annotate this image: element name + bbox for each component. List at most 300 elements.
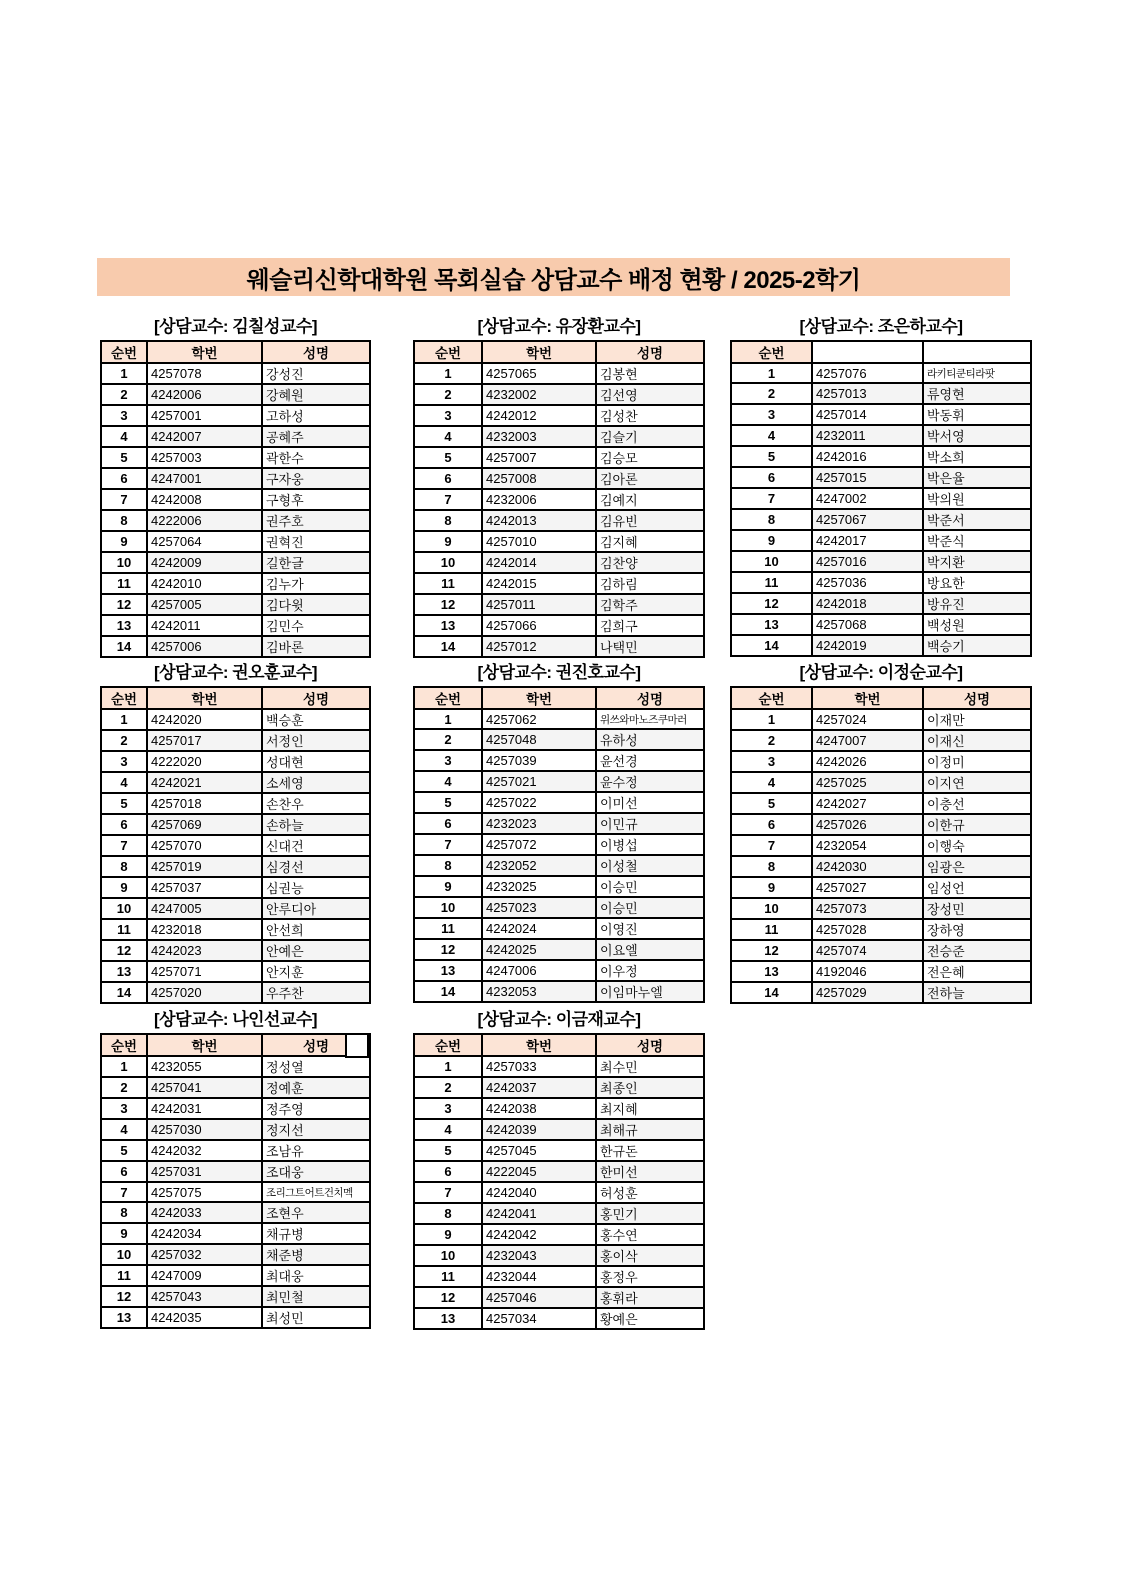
table-row (731, 898, 1031, 919)
table-row (414, 1182, 704, 1203)
student-name: 채규병 (262, 1223, 370, 1244)
student-id: 4242008 (147, 489, 262, 510)
table-row (101, 898, 370, 919)
student-name: 김학주 (596, 594, 704, 615)
student-name: 이재만 (923, 709, 1031, 730)
table-row (414, 1119, 704, 1140)
table-row (414, 552, 704, 573)
roster-table (100, 1033, 371, 1329)
row-number: 1 (414, 363, 482, 384)
row-number: 14 (731, 982, 812, 1003)
student-name: 김선영 (596, 384, 704, 405)
student-name: 김봉현 (596, 363, 704, 384)
column-header: 학번 (147, 687, 262, 709)
student-name: 최민철 (262, 1286, 370, 1307)
table-row (731, 446, 1031, 467)
table-row (414, 1308, 704, 1329)
table-row (414, 1098, 704, 1119)
table-row (101, 919, 370, 940)
student-id: 4257003 (147, 447, 262, 468)
student-id: 4257026 (812, 814, 923, 835)
student-id: 4242033 (147, 1202, 262, 1223)
student-id: 4257066 (482, 615, 596, 636)
student-id: 4257025 (812, 772, 923, 793)
table-row (414, 1266, 704, 1287)
row-number: 13 (101, 961, 147, 982)
student-id: 4257029 (812, 982, 923, 1003)
row-number: 1 (414, 1056, 482, 1077)
student-id: 4232055 (147, 1056, 262, 1077)
table-row (101, 730, 370, 751)
row-number: 7 (414, 489, 482, 510)
group-title: [상담교수: 조은하교수] (799, 317, 963, 336)
student-id: 4242027 (812, 793, 923, 814)
row-number: 11 (414, 1266, 482, 1287)
table-row (101, 573, 370, 594)
student-name: 공혜주 (262, 426, 370, 447)
student-id: 4242031 (147, 1098, 262, 1119)
student-id: 4257030 (147, 1119, 262, 1140)
table-row (414, 939, 704, 960)
row-number: 2 (414, 1077, 482, 1098)
row-number: 3 (731, 751, 812, 772)
student-id: 4232044 (482, 1266, 596, 1287)
row-number: 13 (414, 960, 482, 981)
student-name: 박준서 (923, 509, 1031, 530)
student-id: 4257076 (812, 363, 923, 383)
student-name: 정예훈 (262, 1077, 370, 1098)
student-id: 4242015 (482, 573, 596, 594)
student-name: 홍휘라 (596, 1287, 704, 1308)
row-number: 5 (731, 793, 812, 814)
student-id: 4242038 (482, 1098, 596, 1119)
table-row (731, 488, 1031, 509)
student-name: 백승기 (923, 635, 1031, 656)
header-row (101, 341, 370, 363)
row-number: 3 (101, 1098, 147, 1119)
column-header: 학번 (147, 341, 262, 363)
row-number: 8 (731, 856, 812, 877)
row-number: 10 (101, 1244, 147, 1265)
student-name: 한미선 (596, 1161, 704, 1182)
table-row (101, 594, 370, 615)
row-number: 6 (731, 467, 812, 488)
column-header: 순번 (731, 687, 812, 709)
student-name: 나택민 (596, 636, 704, 657)
row-number: 10 (414, 897, 482, 918)
student-name: 성대현 (262, 751, 370, 772)
table-row (731, 614, 1031, 635)
student-name: 이병섭 (596, 834, 704, 855)
row-number: 5 (101, 1140, 147, 1161)
row-number: 10 (101, 898, 147, 919)
professor-group-lee-geumjae (413, 1009, 705, 1330)
row-number: 1 (101, 709, 147, 730)
row-number: 14 (101, 982, 147, 1003)
student-id: 4232011 (812, 425, 923, 446)
student-id: 4257034 (482, 1308, 596, 1329)
student-name: 이충선 (923, 793, 1031, 814)
row-number: 2 (414, 384, 482, 405)
student-name: 라키티쿤티라팟 (923, 363, 1031, 383)
student-id: 4242007 (147, 426, 262, 447)
student-name: 조리그트어트건치멕 (262, 1182, 370, 1202)
header-row (731, 687, 1031, 709)
student-name: 신대건 (262, 835, 370, 856)
student-id: 4242006 (147, 384, 262, 405)
row-number: 13 (731, 614, 812, 635)
student-name: 홍민기 (596, 1203, 704, 1224)
table-row (101, 510, 370, 531)
student-id: 4257014 (812, 404, 923, 425)
table-row (731, 814, 1031, 835)
table-row (731, 530, 1031, 551)
table-row (101, 772, 370, 793)
row-number: 8 (414, 855, 482, 876)
student-id: 4242018 (812, 593, 923, 614)
student-id: 4247007 (812, 730, 923, 751)
table-row (731, 982, 1031, 1003)
table-row (414, 1056, 704, 1077)
student-id: 4257043 (147, 1286, 262, 1307)
professor-group-kwon-ohun (100, 662, 371, 1004)
student-id: 4192046 (812, 961, 923, 982)
table-row (731, 961, 1031, 982)
student-id: 4257005 (147, 594, 262, 615)
table-row (414, 813, 704, 834)
row-number: 2 (101, 1077, 147, 1098)
student-name: 김누가 (262, 573, 370, 594)
row-number: 3 (101, 751, 147, 772)
table-row (414, 468, 704, 489)
roster-table (100, 340, 371, 658)
student-id: 4257011 (482, 594, 596, 615)
header-row (101, 687, 370, 709)
student-id: 4222045 (482, 1161, 596, 1182)
student-id: 4232003 (482, 426, 596, 447)
row-number: 6 (414, 1161, 482, 1182)
table-row (414, 1077, 704, 1098)
header-row (414, 1034, 704, 1056)
header-row (414, 341, 704, 363)
empty-cell-notch (345, 1033, 369, 1058)
row-number: 2 (101, 730, 147, 751)
row-number: 8 (731, 509, 812, 530)
student-name: 최성민 (262, 1307, 370, 1328)
student-id: 4257073 (812, 898, 923, 919)
student-name: 조대웅 (262, 1161, 370, 1182)
table-row (101, 531, 370, 552)
row-number: 8 (101, 1202, 147, 1223)
student-name: 이정미 (923, 751, 1031, 772)
row-number: 5 (414, 1140, 482, 1161)
roster-table (730, 686, 1032, 1004)
table-row (414, 615, 704, 636)
student-id: 4242020 (147, 709, 262, 730)
table-row (101, 877, 370, 898)
student-id: 4257012 (482, 636, 596, 657)
row-number: 8 (414, 510, 482, 531)
row-number: 10 (414, 1245, 482, 1266)
row-number: 7 (731, 488, 812, 509)
roster-table (413, 1033, 705, 1330)
table-row (414, 426, 704, 447)
row-number: 13 (414, 615, 482, 636)
student-name: 위쓰와마노즈쿠마러 (596, 709, 704, 729)
group-title: [상담교수: 이금재교수] (477, 1010, 641, 1029)
student-id: 4222006 (147, 510, 262, 531)
table-row (414, 1140, 704, 1161)
document-title: 웨슬리신학대학원 목회실습 상담교수 배정 현황 / 2025-2학기 (246, 266, 861, 294)
student-name: 손찬우 (262, 793, 370, 814)
row-number: 9 (731, 530, 812, 551)
professor-group-kwon-jinho (413, 662, 705, 1003)
row-number: 4 (101, 1119, 147, 1140)
student-name: 김찬양 (596, 552, 704, 573)
table-row (731, 509, 1031, 530)
student-id: 4257067 (812, 509, 923, 530)
professor-group-yu-janghwan (413, 316, 705, 658)
student-id: 4242040 (482, 1182, 596, 1203)
student-id: 4247009 (147, 1265, 262, 1286)
group-title: [상담교수: 권오훈교수] (153, 663, 317, 682)
table-row (101, 1286, 370, 1307)
student-id: 4242035 (147, 1307, 262, 1328)
student-id: 4257065 (482, 363, 596, 384)
student-name: 김지혜 (596, 531, 704, 552)
table-row (731, 772, 1031, 793)
student-name: 이우정 (596, 960, 704, 981)
table-row (414, 1224, 704, 1245)
student-name: 조남유 (262, 1140, 370, 1161)
student-name: 곽한수 (262, 447, 370, 468)
student-id: 4242012 (482, 405, 596, 426)
student-id: 4257024 (812, 709, 923, 730)
student-name: 홍수연 (596, 1224, 704, 1245)
row-number: 3 (414, 1098, 482, 1119)
header-row (731, 341, 1031, 363)
student-name: 조현우 (262, 1202, 370, 1223)
student-name: 전은혜 (923, 961, 1031, 982)
column-header: 성명 (262, 1034, 370, 1056)
table-row (731, 751, 1031, 772)
student-id: 4242039 (482, 1119, 596, 1140)
table-row (101, 940, 370, 961)
table-row (731, 572, 1031, 593)
student-id: 4242013 (482, 510, 596, 531)
row-number: 7 (101, 1182, 147, 1202)
table-row (731, 635, 1031, 656)
student-id: 4242025 (482, 939, 596, 960)
roster-table (100, 686, 371, 1004)
column-header: 학번 (482, 1034, 596, 1056)
student-name: 강성진 (262, 363, 370, 384)
row-number: 3 (414, 405, 482, 426)
row-number: 6 (101, 814, 147, 835)
header-row (414, 687, 704, 709)
student-name: 이임마누엘 (596, 981, 704, 1002)
table-row (731, 467, 1031, 488)
table-row (731, 551, 1031, 572)
table-row (731, 425, 1031, 446)
row-number: 14 (101, 636, 147, 657)
row-number: 5 (101, 793, 147, 814)
row-number: 1 (414, 709, 482, 729)
table-row (414, 792, 704, 813)
student-name: 박준식 (923, 530, 1031, 551)
student-name: 이영진 (596, 918, 704, 939)
table-row (731, 593, 1031, 614)
professor-group-na-inseon (100, 1009, 371, 1329)
student-id: 4232018 (147, 919, 262, 940)
row-number: 1 (731, 709, 812, 730)
column-header: 학번 (482, 687, 596, 709)
student-id: 4257070 (147, 835, 262, 856)
table-row (731, 877, 1031, 898)
student-id: 4257068 (812, 614, 923, 635)
student-name: 장성민 (923, 898, 1031, 919)
student-id: 4257069 (147, 814, 262, 835)
student-id: 4257074 (812, 940, 923, 961)
student-name: 박지환 (923, 551, 1031, 572)
professor-group-kim-chilseong (100, 316, 371, 658)
row-number: 10 (731, 551, 812, 572)
student-name: 김희구 (596, 615, 704, 636)
table-row (101, 1098, 370, 1119)
row-number: 2 (414, 729, 482, 750)
student-id: 4232053 (482, 981, 596, 1002)
row-number: 13 (101, 1307, 147, 1328)
table-row (414, 363, 704, 384)
student-name: 구자웅 (262, 468, 370, 489)
table-row (414, 510, 704, 531)
row-number: 4 (414, 426, 482, 447)
student-name: 안지훈 (262, 961, 370, 982)
professor-group-jo-eunha (730, 316, 1032, 657)
row-number: 7 (414, 1182, 482, 1203)
student-name: 박소희 (923, 446, 1031, 467)
row-number: 12 (414, 1287, 482, 1308)
table-row (414, 1161, 704, 1182)
student-id: 4242023 (147, 940, 262, 961)
student-id: 4257032 (147, 1244, 262, 1265)
row-number: 9 (101, 877, 147, 898)
table-row (101, 552, 370, 573)
row-number: 3 (414, 750, 482, 771)
student-name: 강혜원 (262, 384, 370, 405)
student-name: 안루디아 (262, 898, 370, 919)
student-name: 윤선경 (596, 750, 704, 771)
student-id: 4257020 (147, 982, 262, 1003)
column-header: 성명 (923, 687, 1031, 709)
student-id: 4242026 (812, 751, 923, 772)
column-header: 학번 (147, 1034, 262, 1056)
student-id: 4257008 (482, 468, 596, 489)
table-row (101, 1244, 370, 1265)
table-row (414, 729, 704, 750)
student-name: 방요한 (923, 572, 1031, 593)
row-number: 10 (414, 552, 482, 573)
student-name: 백승훈 (262, 709, 370, 730)
column-header: 순번 (414, 687, 482, 709)
row-number: 4 (414, 771, 482, 792)
student-name: 구형후 (262, 489, 370, 510)
student-name: 고하성 (262, 405, 370, 426)
row-number: 7 (731, 835, 812, 856)
student-id: 4232023 (482, 813, 596, 834)
student-id: 4257071 (147, 961, 262, 982)
table-row (101, 793, 370, 814)
student-name: 길한글 (262, 552, 370, 573)
student-id: 4247002 (812, 488, 923, 509)
table-row (101, 426, 370, 447)
student-name: 이행숙 (923, 835, 1031, 856)
table-row (101, 489, 370, 510)
student-id: 4257062 (482, 709, 596, 729)
student-id: 4257013 (812, 383, 923, 404)
student-name: 박은율 (923, 467, 1031, 488)
student-id: 4257027 (812, 877, 923, 898)
table-row (101, 856, 370, 877)
table-row (414, 573, 704, 594)
student-name: 최해규 (596, 1119, 704, 1140)
table-row (414, 489, 704, 510)
student-id: 4232054 (812, 835, 923, 856)
student-id: 4242021 (147, 772, 262, 793)
column-header: 순번 (101, 687, 147, 709)
student-id: 4257006 (147, 636, 262, 657)
table-row (101, 615, 370, 636)
student-name: 소세영 (262, 772, 370, 793)
column-header: 순번 (731, 341, 812, 363)
table-row (731, 835, 1031, 856)
row-number: 7 (101, 835, 147, 856)
student-name: 이성철 (596, 855, 704, 876)
student-name: 전하늘 (923, 982, 1031, 1003)
column-header: 성명 (596, 1034, 704, 1056)
row-number: 11 (101, 1265, 147, 1286)
student-id: 4257072 (482, 834, 596, 855)
table-row (414, 771, 704, 792)
row-number: 12 (414, 939, 482, 960)
column-header: 성명 (596, 687, 704, 709)
student-id: 4257023 (482, 897, 596, 918)
student-id: 4247006 (482, 960, 596, 981)
row-number: 1 (101, 1056, 147, 1077)
row-number: 9 (101, 1223, 147, 1244)
student-id: 4242010 (147, 573, 262, 594)
student-name: 류영현 (923, 383, 1031, 404)
student-id: 4242009 (147, 552, 262, 573)
student-id: 4257010 (482, 531, 596, 552)
row-number: 5 (414, 792, 482, 813)
table-row (101, 1140, 370, 1161)
row-number: 9 (731, 877, 812, 898)
student-name: 황예은 (596, 1308, 704, 1329)
student-name: 이요엘 (596, 939, 704, 960)
student-id: 4257064 (147, 531, 262, 552)
column-header (923, 341, 1031, 363)
table-row (731, 709, 1031, 730)
table-row (731, 856, 1031, 877)
table-row (101, 447, 370, 468)
student-id: 4257046 (482, 1287, 596, 1308)
student-name: 이민규 (596, 813, 704, 834)
student-name: 권혁진 (262, 531, 370, 552)
student-name: 전승준 (923, 940, 1031, 961)
column-header: 순번 (101, 1034, 147, 1056)
student-name: 이한규 (923, 814, 1031, 835)
